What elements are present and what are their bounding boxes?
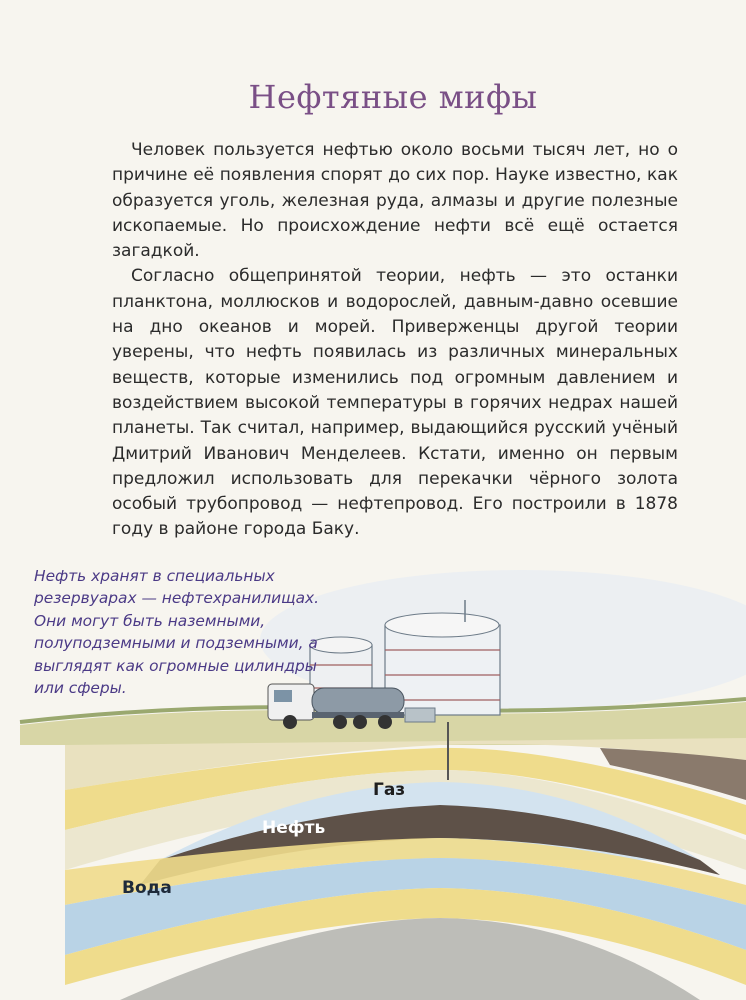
paragraph-2: Согласно общепринятой теории, нефть — это останки планктона, моллюсков и водорослей, давным-давно осевшие на дно океанов и морей. Приверженцы другой теории уверены, что нефть появилась из различных минеральных веществ, которые изменились под огромным давлением и воздействием высокой температуры в горячих недрах нашей планеты. Так считал, например, выдающийся русский учёный Дмитрий Иванович Менделеев. Кстати, именно он первым предложил использовать для перекачки чёрного золота особый трубопровод — нефтепровод. Его построили в 1878 году в районе города Баку. xyxy=(112,266,678,540)
article-body xyxy=(112,138,678,543)
illustration-caption: Нефть хранят в специальных резервуарах — нефтехранилищах. Они могут быть наземными, полуподземными и подземными, а выглядят как огромные цилиндры или сферы. xyxy=(34,567,320,698)
water-label: Вода xyxy=(122,878,172,898)
oil-label: Нефть xyxy=(262,818,326,838)
gas-label: Газ xyxy=(373,780,406,800)
paragraph-1: Человек пользуется нефтью около восьми тысяч лет, но о причине её появления спорят до сих пор. Науке известно, как образуется уголь, железная руда, алмазы и другие полезные ископаемые. Но происхождение нефти всё ещё остается загадкой. xyxy=(112,140,678,262)
page-title: Нефтяные мифы xyxy=(248,78,538,116)
